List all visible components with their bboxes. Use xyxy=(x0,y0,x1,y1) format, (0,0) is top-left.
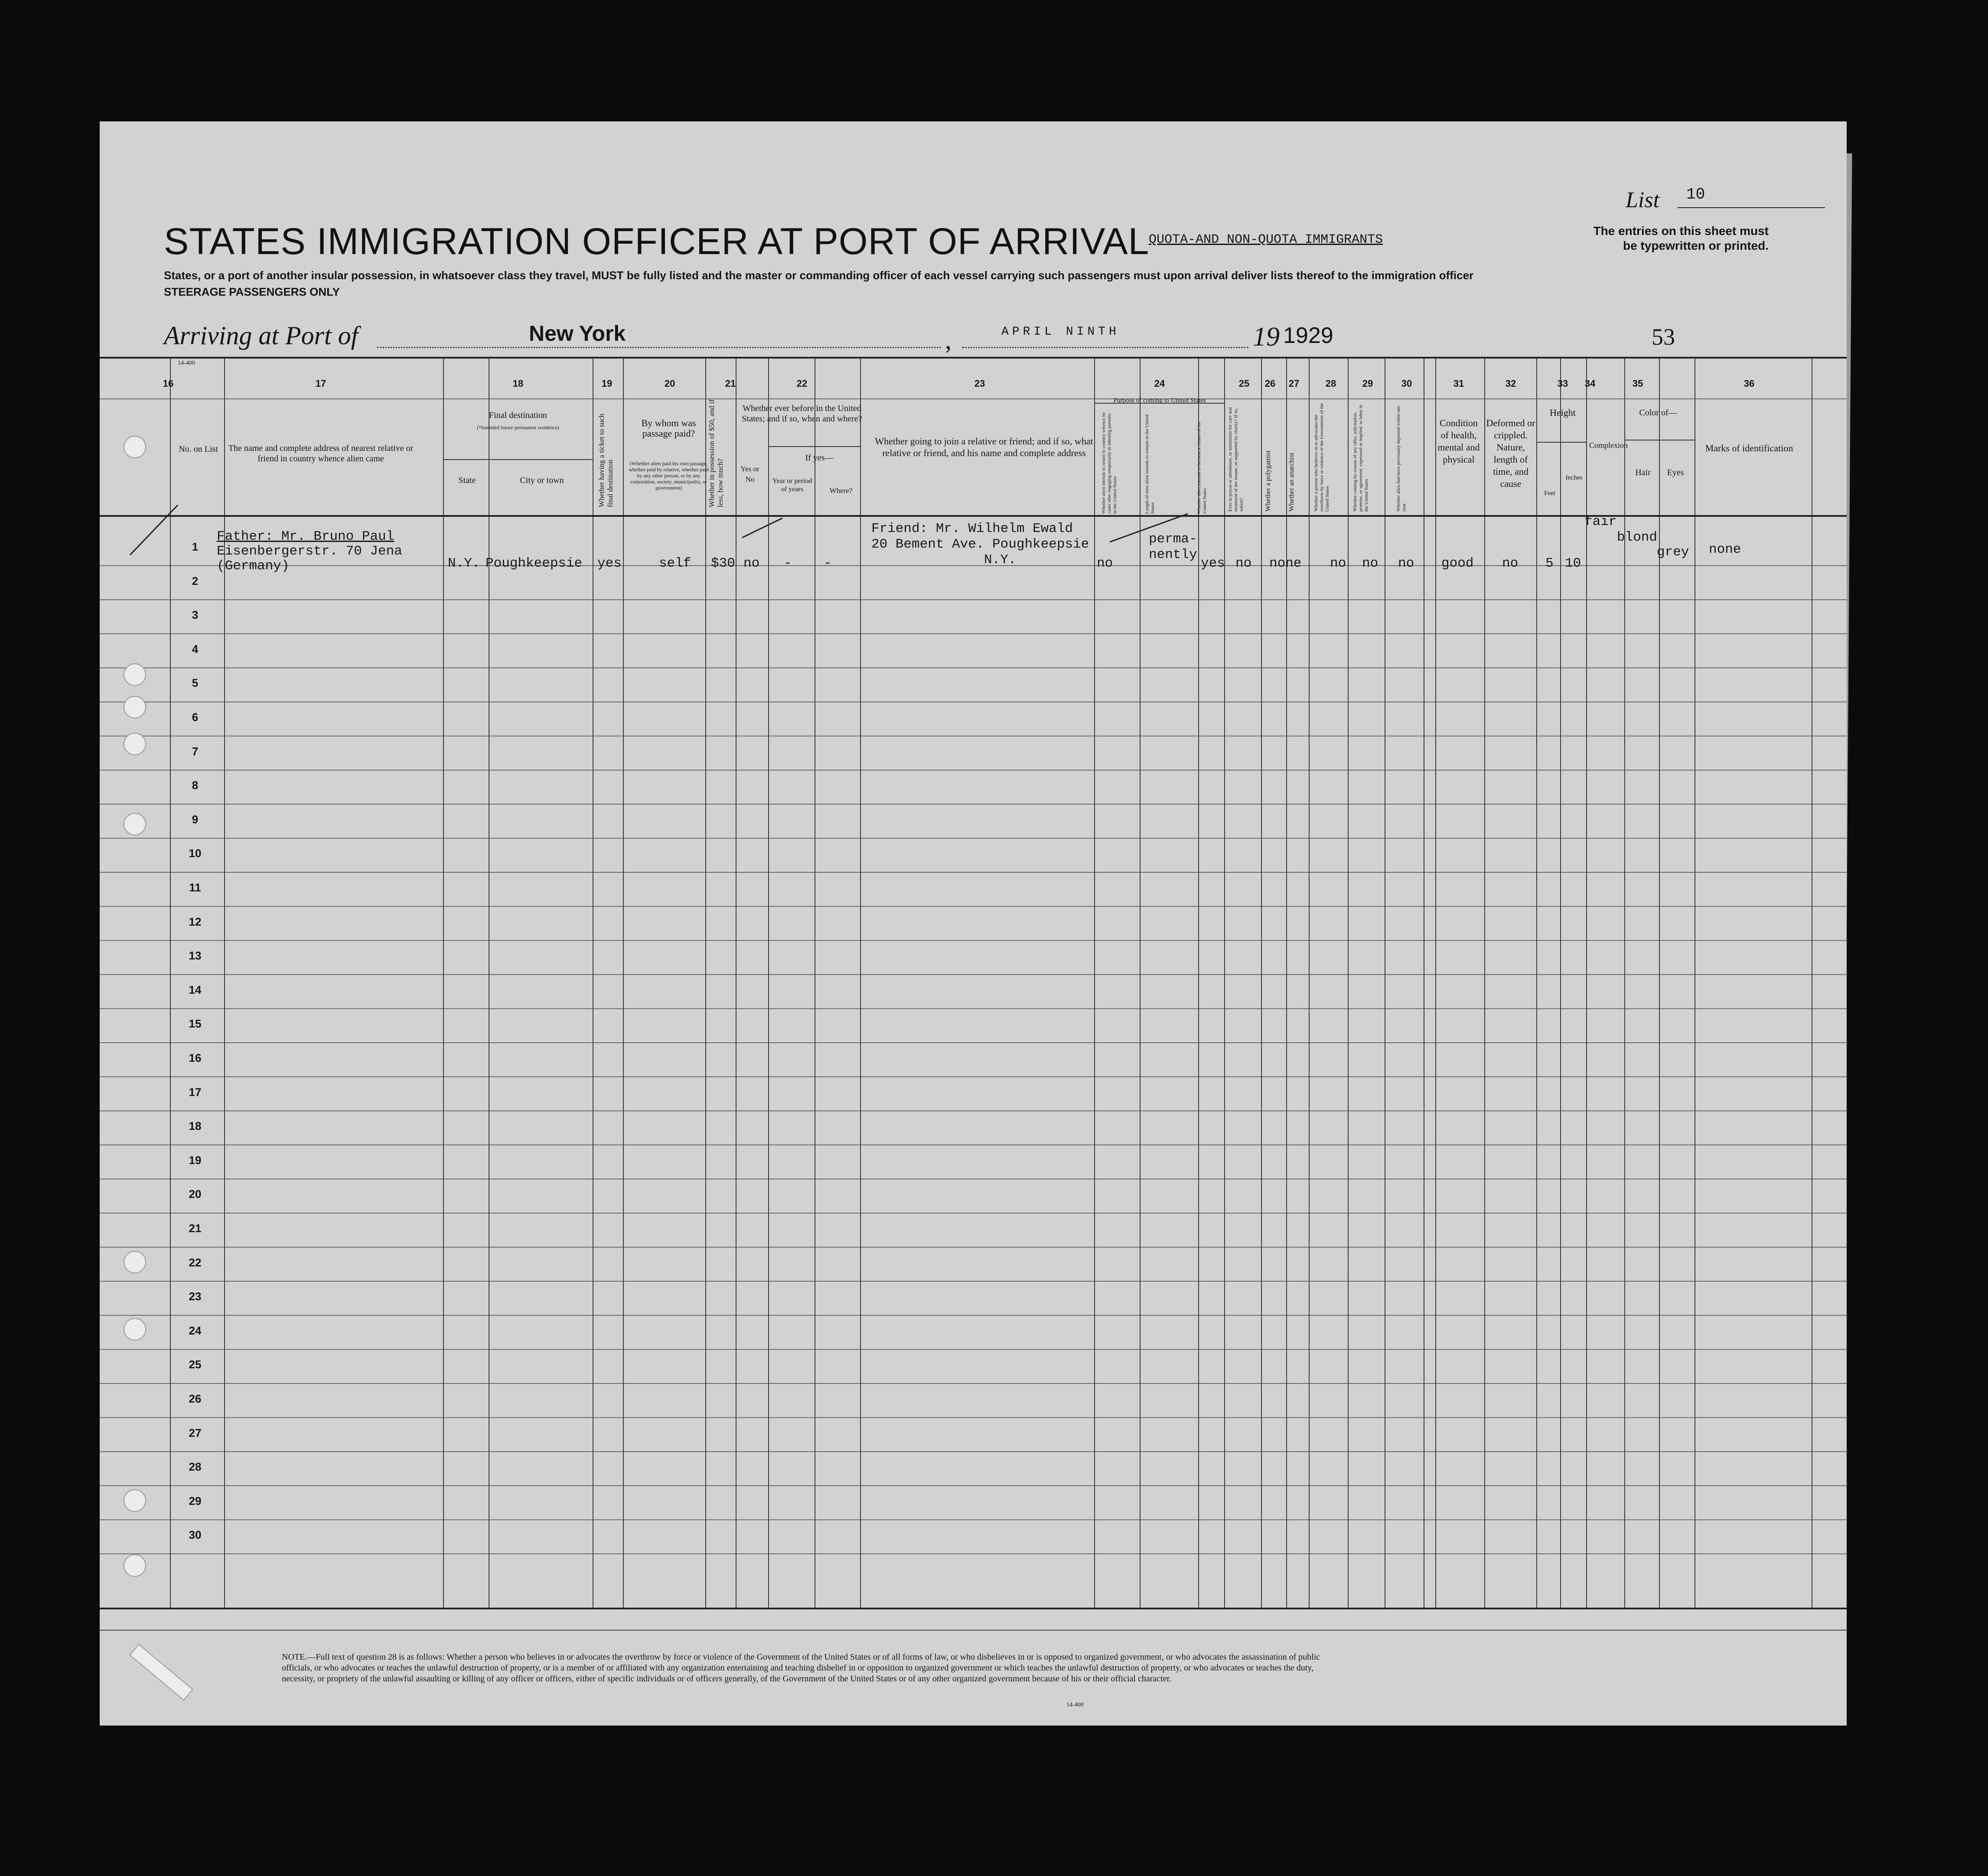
arriving-label: Arriving at Port of xyxy=(164,321,358,350)
entries-note: The entries on this sheet must be typewritten or printed. xyxy=(1593,224,1769,252)
entry-friend-line1: Friend: Mr. Wilhelm Ewald xyxy=(871,521,1073,536)
colnum-27: 27 xyxy=(1288,378,1300,389)
header-period: Year or period of years xyxy=(772,477,812,493)
header-final-destination: Final destination xyxy=(489,411,547,420)
header-if-yes: If yes— xyxy=(805,453,834,463)
header-deported: Whether alien had been previously deported within one year xyxy=(1396,405,1407,512)
header-ticket: Whether having a ticket to such final destination xyxy=(597,414,614,507)
header-purpose: Purpose of coming to United States xyxy=(1113,397,1206,404)
row-number: 15 xyxy=(189,1017,202,1031)
entry-where: - xyxy=(824,556,832,571)
colnum-29: 29 xyxy=(1362,378,1373,389)
header-feet: Feet xyxy=(1544,490,1555,497)
colnum-16: 16 xyxy=(163,378,174,389)
colnum-33: 33 xyxy=(1557,378,1568,389)
colnum-17: 17 xyxy=(315,378,326,389)
colnum-19: 19 xyxy=(601,378,613,389)
row-number: 20 xyxy=(189,1188,202,1201)
entry-hair: blond xyxy=(1617,530,1658,545)
header-city: City or town xyxy=(520,476,564,485)
row-number: 17 xyxy=(189,1085,202,1099)
colnum-36: 36 xyxy=(1744,378,1755,389)
row-number: 10 xyxy=(189,847,202,860)
binder-hole xyxy=(124,1489,146,1512)
header-complexion: Complexion xyxy=(1589,441,1628,450)
header-hair: Hair xyxy=(1635,468,1651,477)
binder-hole xyxy=(124,1318,146,1341)
colnum-26: 26 xyxy=(1264,378,1276,389)
manifest-sheet xyxy=(100,121,1847,1726)
date-value: APRIL NINTH xyxy=(1001,325,1120,339)
header-passage-paid: By whom was passage paid? xyxy=(641,418,696,439)
header-inches: Inches xyxy=(1565,474,1583,481)
entry-relative-line2: Eisenbergerstr. 70 Jena xyxy=(217,544,402,559)
year-prefix: 19 xyxy=(1253,322,1280,352)
entry-marks: none xyxy=(1709,542,1741,557)
colnum-28: 28 xyxy=(1325,378,1336,389)
entry-eyes: grey xyxy=(1657,545,1689,560)
header-return-intent: Whether alien intends to return to country whence he came after engaging temporarily in laboring pursuits in the United States xyxy=(1101,412,1118,514)
binder-hole xyxy=(124,436,146,458)
entry-deformed: no xyxy=(1502,556,1519,571)
header-before-us: Whether ever before in the United States; and if so, when and where? xyxy=(742,404,862,424)
row-number: 27 xyxy=(189,1426,202,1439)
colnum-20: 20 xyxy=(664,378,675,389)
entry-before-us: no xyxy=(743,556,760,571)
row-number: 3 xyxy=(192,608,199,622)
entry-complexion: fair xyxy=(1584,514,1617,529)
manifest-grid xyxy=(100,121,1847,1726)
header-destination-sub: (*Intended future permanent residence) xyxy=(477,424,559,431)
entry-return-intent: no xyxy=(1097,556,1113,571)
list-number: 10 xyxy=(1686,186,1705,203)
colnum-30: 30 xyxy=(1401,378,1412,389)
header-where: Where? xyxy=(829,486,853,495)
row-number: 16 xyxy=(189,1051,202,1064)
form-number: 14-400 xyxy=(178,360,195,366)
header-anarchist: Whether an anarchist xyxy=(1288,453,1295,512)
header-relative: The name and complete address of nearest relative or friend in country whence alien came xyxy=(228,444,414,463)
entry-health: good xyxy=(1441,556,1474,571)
entry-relative-line3: (Germany) xyxy=(217,558,290,574)
entry-friend-line3: N.Y. xyxy=(984,552,1017,568)
row-number: 13 xyxy=(189,949,202,962)
entry-overthrow: no xyxy=(1330,556,1346,571)
form-number-footer: 14-400 xyxy=(1066,1702,1084,1708)
row-number: 21 xyxy=(189,1222,202,1235)
binder-hole xyxy=(124,663,146,686)
header-join-friend: Whether going to join a relative or friend; and if so, what relative or friend, and his name and complete address xyxy=(875,436,1093,458)
entry-relative-line1: Father: Mr. Bruno Paul xyxy=(217,529,394,544)
binder-hole xyxy=(124,1251,146,1273)
colnum-31: 31 xyxy=(1453,378,1464,389)
header-health: Condition of health, mental and physical xyxy=(1437,418,1480,465)
row-number: 7 xyxy=(192,744,199,758)
entry-inches: 10 xyxy=(1565,556,1581,571)
row-number: 9 xyxy=(192,812,199,826)
footnote: NOTE.—Full text of question 28 is as follows: Whether a person who believes in or advocates the overthrow by force or violence of the Government of the United States or of all forms of law, or who disbelieves in or is opposed to organized government, or who advocates the assassination of public officials, or who advocates or teaches the unlawful destruction of property, or is a member of or affiliated with any organization entertaining and teaching disbelief in or opposition to organized government or which teaches the unlawful destruction of property, or who advocates or teaches the duty, necessity, or propriety of the unlawful assaulting or killing of any officer or officers, either of specific individuals or of officers generally, of the Government of the United States or of any other organized government because of his or their official character. xyxy=(282,1652,1320,1684)
row-number: 11 xyxy=(189,881,201,894)
instructions-line2: STEERAGE PASSENGERS ONLY xyxy=(164,285,340,298)
entry-money: $30 xyxy=(711,556,735,571)
row-number: 4 xyxy=(192,642,199,656)
binder-hole xyxy=(124,1554,146,1577)
row-number: 18 xyxy=(189,1119,202,1133)
header-state: State xyxy=(458,476,476,485)
row-number: 28 xyxy=(189,1460,202,1474)
entry-deported: no xyxy=(1398,556,1414,571)
header-prison: Ever in prison or almshouse, or institution for care and treatment of the insane, or supported by charity? If so, which? xyxy=(1228,407,1244,512)
list-label: List xyxy=(1626,188,1660,212)
header-length-stay: Length of time alien intends to remain in the United States xyxy=(1144,414,1155,514)
page-title: STATES IMMIGRATION OFFICER AT PORT OF ARRIVAL xyxy=(164,221,1150,262)
binder-hole xyxy=(124,696,146,718)
entry-length-line1: perma- xyxy=(1149,532,1197,547)
colnum-21: 21 xyxy=(725,378,736,389)
entry-period: - xyxy=(784,556,792,571)
row-number: 1 xyxy=(192,540,199,553)
year-value: 1929 xyxy=(1283,323,1333,348)
colnum-23: 23 xyxy=(974,378,985,389)
colnum-22: 22 xyxy=(796,378,808,389)
header-no-on-list: No. on List xyxy=(179,444,218,454)
row-number: 14 xyxy=(189,983,202,996)
row-number: 19 xyxy=(189,1153,202,1167)
port-value: New York xyxy=(529,321,626,346)
instructions-line1: States, or a port of another insular possession, in whatsoever class they travel, MUST be fully listed and the master or commanding officer of each vessel carrying such passengers must upon arrival deliver lists thereof to the immigration officer xyxy=(164,269,1474,282)
header-height: Height xyxy=(1550,407,1576,418)
entry-citizen: yes xyxy=(1201,556,1225,571)
header-color-of: Color of— xyxy=(1639,408,1677,418)
entry-friend-line2: 20 Bement Ave. Poughkeepsie xyxy=(871,537,1089,552)
header-deformed: Deformed or crippled. Nature, length of time, and cause xyxy=(1486,418,1535,489)
row-number: 2 xyxy=(192,574,199,587)
entry-prison: no xyxy=(1235,556,1252,571)
header-yes-no: Yes or No xyxy=(740,465,759,483)
entry-city: Poughkeepsie xyxy=(486,556,583,571)
colnum-34: 34 xyxy=(1584,378,1596,389)
comma: , xyxy=(945,326,952,354)
entry-ticket: yes xyxy=(597,556,622,571)
binder-hole xyxy=(124,733,146,755)
row-number: 6 xyxy=(192,711,199,724)
header-polygamist: Whether a polygamist xyxy=(1264,450,1272,512)
quota-label: QUOTA-AND NON-QUOTA IMMIGRANTS xyxy=(1149,232,1383,247)
colnum-32: 32 xyxy=(1505,378,1516,389)
row-number: 23 xyxy=(189,1290,202,1303)
row-number: 5 xyxy=(192,676,199,690)
row-number: 12 xyxy=(189,915,202,928)
row-number: 8 xyxy=(192,779,199,792)
entry-feet: 5 xyxy=(1545,556,1554,571)
header-labor-offer: Whether coming by reason of any offer, solicitation, promise, or agreement, expressed or implied, to labor in the United States xyxy=(1352,405,1369,512)
entry-polygamist: none xyxy=(1269,556,1302,571)
header-eyes: Eyes xyxy=(1667,468,1684,477)
colnum-24: 24 xyxy=(1154,378,1165,389)
row-number: 26 xyxy=(189,1392,202,1405)
header-citizen: Whether alien intends to become a citizen of the United States xyxy=(1196,421,1207,514)
row-number: 24 xyxy=(189,1324,202,1337)
row-number: 30 xyxy=(189,1528,202,1542)
row-number: 29 xyxy=(189,1494,202,1507)
header-passage-sub: (Whether alien paid his own passage, whether paid by relative, whether paid by any other person, or by any corporation, society, municipality, or government) xyxy=(629,460,709,491)
entry-state: N.Y. xyxy=(448,556,480,571)
entry-labor-offer: no xyxy=(1362,556,1379,571)
entry-length-line2: nently xyxy=(1149,547,1197,562)
colnum-18: 18 xyxy=(512,378,524,389)
entry-paid-by: self xyxy=(659,556,691,571)
header-overthrow: Whether a person who believes in or advocates the overthrow by force or violence of the Government of the United States xyxy=(1313,403,1330,512)
header-money: Whether in possession of $50, and if less, how much? xyxy=(707,399,724,507)
colnum-25: 25 xyxy=(1238,378,1250,389)
header-marks: Marks of identification xyxy=(1705,443,1793,454)
row-number: 22 xyxy=(189,1256,202,1269)
row-number: 25 xyxy=(189,1358,202,1371)
binder-hole xyxy=(124,813,146,835)
colnum-35: 35 xyxy=(1632,378,1643,389)
page-number: 53 xyxy=(1652,324,1675,350)
